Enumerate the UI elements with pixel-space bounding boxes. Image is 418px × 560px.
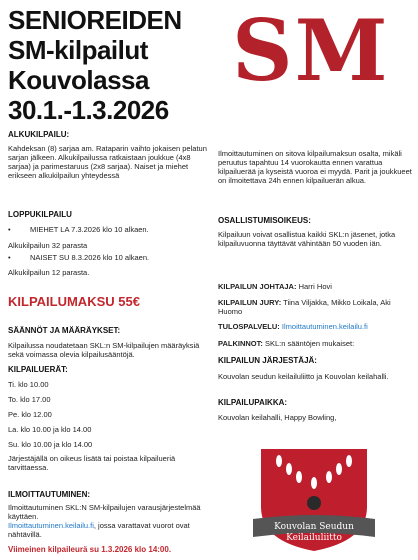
saannot-text: Kilpailussa noudatetaan SKL:n SM-kilpailujen määräyksiä sekä voimassa olevia kilpailusääntöjä. — [8, 341, 200, 359]
ilmoittautuminen-link-line — [8, 521, 213, 539]
osallistumisoikeus-heading: OSALLISTUMISOIKEUS: — [218, 216, 311, 225]
ilmoittautuminen-link[interactable]: Ilmoittautuminen.keilailu.fi — [8, 521, 94, 530]
era-item: Ti. klo 10.00 — [8, 380, 49, 389]
jury-heading: KILPAILUN JURY: — [218, 298, 282, 307]
miehet-text: MIEHET LA 7.3.2026 klo 10 alkaen. — [30, 225, 149, 234]
miehet-sub: Alkukilpailun 32 parasta — [8, 241, 88, 250]
palkinnot-text: SKL:n sääntöjen mukaiset: — [264, 339, 355, 348]
johtaja-heading: KILPAILUN JOHTAJA: — [218, 282, 297, 291]
title-line-1: SENIOREIDEN — [8, 5, 182, 35]
erat-note: Järjestäjällä on oikeus lisätä tai poistaa kilpailueriä tarvittaessa. — [8, 454, 176, 472]
title-line-2: SM-kilpailut — [8, 35, 148, 65]
crest-text-2: Keilailuliitto — [286, 533, 342, 543]
tulospalvelu-link[interactable]: Ilmoittautuminen.keilailu.fi — [281, 322, 368, 331]
kilpailuerat-heading: KILPAILUERÄT: — [8, 365, 68, 374]
crest-text-1: Kouvolan Seudun — [274, 522, 354, 532]
loppukilpailu-heading: LOPPUKILPAILU — [8, 210, 72, 219]
kilpailupaikka-text: Kouvolan keilahalli, Happy Bowling, — [218, 413, 337, 422]
tulospalvelu-heading: TULOSPALVELU: — [218, 322, 280, 331]
tulospalvelu-line — [218, 322, 368, 331]
jury-names: Tiina Viljakka, Mikko Loikala, Aki Huomo — [218, 298, 391, 316]
kilpailumaksu: KILPAILUMAKSU 55€ — [8, 294, 140, 309]
era-item: To. klo 17.00 — [8, 395, 51, 404]
johtaja-line — [218, 282, 332, 291]
era-item: Pe. klo 12.00 — [8, 410, 52, 419]
kilpailupaikka-heading: KILPAILUPAIKKA: — [218, 398, 288, 407]
naiset-text: NAISET SU 8.3.2026 klo 10 alkaen. — [30, 253, 150, 262]
sm-logo: SM — [232, 1, 390, 100]
bullet-miehet: • — [8, 225, 11, 234]
palkinnot-line — [218, 339, 354, 348]
palkinnot-heading: PALKINNOT: — [218, 339, 263, 348]
osallistumisoikeus-text: Kilpailuun voivat osallistua kaikki SKL:n jäsenet, jotka kilpailuvuonna täyttävät vähintään 50 vuoden iän. — [218, 230, 396, 248]
deadline: Viimeinen kilpaileurä su 1.3.2026 klo 14:00. — [8, 545, 172, 554]
jury-line — [218, 298, 414, 316]
bowling-ball-icon — [307, 496, 321, 510]
jarjestaja-heading: KILPAILUN JÄRJESTÄJÄ: — [218, 356, 317, 365]
era-item: Su. klo 10.00 ja klo 14.00 — [8, 440, 93, 449]
alkukilpailu-text: Kahdeksan (8) sarjaa am. Rataparin vaihto jokaisen pelatun sarjan jälkeen. Alkukilpailussa ratkaistaan joukkue (4x8 sarjaa) ja parimestaruus (2x8 sarjaa). Naiset ja miehet erikseen alkukilpailun yhteydessä — [8, 144, 207, 180]
alkukilpailu-heading: ALKUKILPAILU: — [8, 130, 70, 139]
sitova-text: Ilmoittautuminen on sitova kilpailumaksun osalta, mikäli peruutus tapahtuu 14 vuorokautta ennen varattua kilpailuerää ja kyseistä vuoroa ei myydä. Parit ja joukkueet on ilmoitettava 24h ennen kilpailuerän alkua. — [218, 149, 412, 185]
club-crest — [253, 445, 375, 553]
ilmoittautuminen-rest: , jossa varattavat vuorot ovat nähtävillä. — [8, 521, 190, 539]
johtaja-name: Harri Hovi — [298, 282, 332, 291]
naiset-sub: Alkukilpailun 12 parasta. — [8, 268, 90, 277]
title-dates: 30.1.-1.3.2026 — [8, 95, 169, 125]
ilmoittautuminen-text: Ilmoittautuminen SKL:N SM-kilpailujen varausjärjestelmää käyttäen. — [8, 503, 201, 521]
era-item: La. klo 10.00 ja klo 14.00 — [8, 425, 92, 434]
jarjestaja-text: Kouvolan seudun keilailuliitto ja Kouvolan keilahalli. — [218, 372, 389, 381]
saannot-heading: SÄÄNNÖT JA MÄÄRÄYKSET: — [8, 326, 121, 335]
ilmoittautuminen-heading: ILMOITTAUTUMINEN: — [8, 490, 91, 499]
bullet-naiset: • — [8, 253, 11, 262]
title-line-3: Kouvolassa — [8, 65, 149, 95]
